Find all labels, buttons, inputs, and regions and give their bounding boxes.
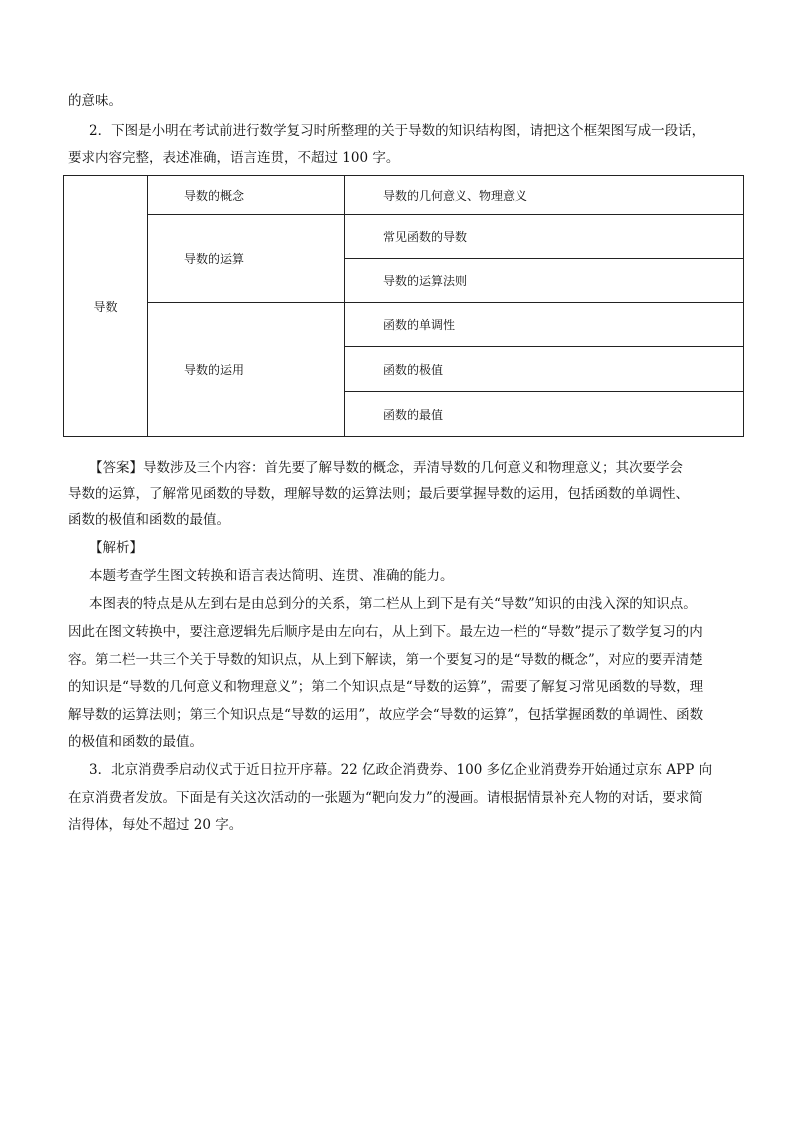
question-2-line-2: 要求内容完整，表述准确，语言连贯，不超过 100 字。 <box>68 150 400 166</box>
analysis-line-5: 的知识是“导数的几何意义和物理意义”；第二个知识点是“导数的运算”，需要了解复习常见函数的导数，理 <box>68 679 704 695</box>
table-operation-cell: 导数的运算 <box>148 215 345 303</box>
analysis-line-6: 解导数的运算法则；第三个知识点是“导数的运用”，故应学会“导数的运算”，包括掌握函数的单调性、函数 <box>68 707 704 723</box>
table-root-cell: 导数 <box>64 176 148 437</box>
table-application-item: 函数的最值 <box>345 392 744 437</box>
answer-line-3: 函数的极值和函数的最值。 <box>68 512 230 528</box>
knowledge-structure-table <box>63 175 744 437</box>
table-application-item: 函数的单调性 <box>345 303 744 347</box>
table-operation-item: 常见函数的导数 <box>345 215 744 259</box>
text-line: 的意味。 <box>68 93 122 109</box>
analysis-heading: 【解析】 <box>89 540 143 556</box>
table-application-item: 函数的极值 <box>345 347 744 392</box>
table-operation-item: 导数的运算法则 <box>345 259 744 303</box>
table-concept-detail-cell: 导数的几何意义、物理意义 <box>345 176 744 215</box>
table-concept-cell: 导数的概念 <box>148 176 345 215</box>
table-application-cell: 导数的运用 <box>148 303 345 437</box>
question-3-line-1: 3．北京消费季启动仪式于近日拉开序幕。22 亿政企消费券、100 多亿企业消费券开始通过京东 APP 向 <box>89 762 713 778</box>
answer-line-1: 【答案】导数涉及三个内容：首先要了解导数的概念，弄清导数的几何意义和物理意义；其次要学会 <box>89 460 683 476</box>
analysis-line-1: 本题考查学生图文转换和语言表达简明、连贯、准确的能力。 <box>89 568 454 584</box>
analysis-line-2: 本图表的特点是从左到右是由总到分的关系，第二栏从上到下是有关“导数”知识的由浅入深的知识点。 <box>89 596 697 612</box>
answer-line-2: 导数的运算，了解常见函数的导数，理解导数的运算法则；最后要掌握导数的运用，包括函数的单调性、 <box>68 486 689 502</box>
question-3-line-3: 洁得体，每处不超过 20 字。 <box>68 817 243 833</box>
question-3-line-2: 在京消费者发放。下面是有关这次活动的一张题为“靶向发力”的漫画。请根据情景补充人物的对话，要求简 <box>68 790 703 806</box>
question-2-line-1: 2．下图是小明在考试前进行数学复习时所整理的关于导数的知识结构图，请把这个框架图写成一段话， <box>89 123 706 139</box>
analysis-line-4: 容。第二栏一共三个关于导数的知识点，从上到下解读，第一个要复习的是“导数的概念”，对应的要弄清楚 <box>68 652 703 668</box>
analysis-line-7: 的极值和函数的最值。 <box>68 734 203 750</box>
analysis-line-3: 因此在图文转换中，要注意逻辑先后顺序是由左向右，从上到下。最左边一栏的“导数”提示了数学复习的内 <box>68 624 703 640</box>
